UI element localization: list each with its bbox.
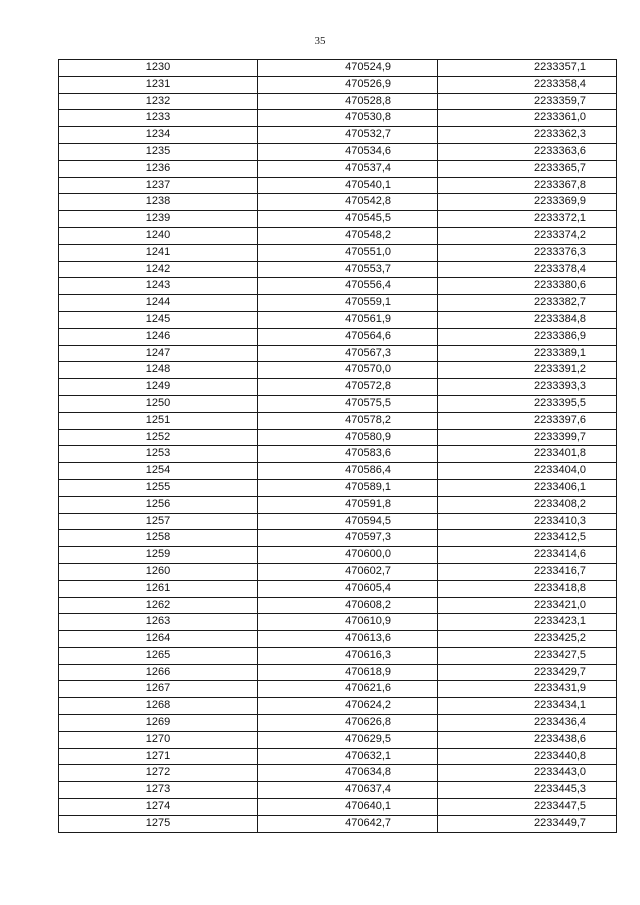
table-row [59, 227, 617, 244]
table-row [59, 379, 617, 396]
table-row [59, 614, 617, 631]
y-coordinate-cell: 2233363,6 [438, 143, 617, 160]
y-coordinate-cell: 2233408,2 [438, 496, 617, 513]
y-coordinate-cell: 2233358,4 [438, 76, 617, 93]
x-coordinate-cell: 470524,9 [258, 60, 438, 77]
point-number-cell: 1247 [59, 345, 258, 362]
point-number-cell: 1244 [59, 295, 258, 312]
point-number-cell: 1252 [59, 429, 258, 446]
point-number-cell: 1270 [59, 731, 258, 748]
y-coordinate-cell: 2233380,6 [438, 278, 617, 295]
x-coordinate-cell: 470532,7 [258, 127, 438, 144]
x-coordinate-cell: 470556,4 [258, 278, 438, 295]
table-row [59, 261, 617, 278]
x-coordinate-cell: 470540,1 [258, 177, 438, 194]
x-coordinate-cell: 470602,7 [258, 563, 438, 580]
point-number-cell: 1243 [59, 278, 258, 295]
x-coordinate-cell: 470537,4 [258, 160, 438, 177]
table-row [59, 127, 617, 144]
point-number-cell: 1265 [59, 647, 258, 664]
table-row [59, 244, 617, 261]
x-coordinate-cell: 470589,1 [258, 479, 438, 496]
x-coordinate-cell: 470528,8 [258, 93, 438, 110]
y-coordinate-cell: 2233414,6 [438, 547, 617, 564]
y-coordinate-cell: 2233421,0 [438, 597, 617, 614]
point-number-cell: 1239 [59, 211, 258, 228]
point-number-cell: 1231 [59, 76, 258, 93]
table-row [59, 731, 617, 748]
table-row [59, 547, 617, 564]
x-coordinate-cell: 470526,9 [258, 76, 438, 93]
y-coordinate-cell: 2233429,7 [438, 664, 617, 681]
x-coordinate-cell: 470545,5 [258, 211, 438, 228]
table-row [59, 479, 617, 496]
table-row [59, 496, 617, 513]
table-row [59, 563, 617, 580]
y-coordinate-cell: 2233440,8 [438, 748, 617, 765]
point-number-cell: 1263 [59, 614, 258, 631]
point-number-cell: 1269 [59, 715, 258, 732]
x-coordinate-cell: 470632,1 [258, 748, 438, 765]
x-coordinate-cell: 470572,8 [258, 379, 438, 396]
y-coordinate-cell: 2233445,3 [438, 782, 617, 799]
x-coordinate-cell: 470530,8 [258, 110, 438, 127]
y-coordinate-cell: 2233443,0 [438, 765, 617, 782]
y-coordinate-cell: 2233404,0 [438, 463, 617, 480]
table-row [59, 530, 617, 547]
y-coordinate-cell: 2233434,1 [438, 698, 617, 715]
x-coordinate-cell: 470642,7 [258, 815, 438, 832]
table-row [59, 446, 617, 463]
point-number-cell: 1266 [59, 664, 258, 681]
y-coordinate-cell: 2233418,8 [438, 580, 617, 597]
point-number-cell: 1257 [59, 513, 258, 530]
x-coordinate-cell: 470613,6 [258, 631, 438, 648]
point-number-cell: 1237 [59, 177, 258, 194]
table-row [59, 143, 617, 160]
y-coordinate-cell: 2233391,2 [438, 362, 617, 379]
point-number-cell: 1245 [59, 311, 258, 328]
y-coordinate-cell: 2233399,7 [438, 429, 617, 446]
page-number: 35 [314, 35, 326, 47]
x-coordinate-cell: 470605,4 [258, 580, 438, 597]
y-coordinate-cell: 2233372,1 [438, 211, 617, 228]
table-row [59, 211, 617, 228]
y-coordinate-cell: 2233395,5 [438, 395, 617, 412]
x-coordinate-cell: 470600,0 [258, 547, 438, 564]
x-coordinate-cell: 470567,3 [258, 345, 438, 362]
point-number-cell: 1264 [59, 631, 258, 648]
point-number-cell: 1251 [59, 412, 258, 429]
table-row [59, 698, 617, 715]
point-number-cell: 1232 [59, 93, 258, 110]
point-number-cell: 1250 [59, 395, 258, 412]
y-coordinate-cell: 2233361,0 [438, 110, 617, 127]
point-number-cell: 1260 [59, 563, 258, 580]
x-coordinate-cell: 470586,4 [258, 463, 438, 480]
point-number-cell: 1240 [59, 227, 258, 244]
table-row [59, 597, 617, 614]
x-coordinate-cell: 470634,8 [258, 765, 438, 782]
y-coordinate-cell: 2233447,5 [438, 799, 617, 816]
table-row [59, 76, 617, 93]
point-number-cell: 1272 [59, 765, 258, 782]
x-coordinate-cell: 470640,1 [258, 799, 438, 816]
point-number-cell: 1241 [59, 244, 258, 261]
y-coordinate-cell: 2233423,1 [438, 614, 617, 631]
y-coordinate-cell: 2233412,5 [438, 530, 617, 547]
x-coordinate-cell: 470591,8 [258, 496, 438, 513]
y-coordinate-cell: 2233410,3 [438, 513, 617, 530]
y-coordinate-cell: 2233406,1 [438, 479, 617, 496]
y-coordinate-cell: 2233386,9 [438, 328, 617, 345]
x-coordinate-cell: 470570,0 [258, 362, 438, 379]
x-coordinate-cell: 470583,6 [258, 446, 438, 463]
table-row [59, 631, 617, 648]
point-number-cell: 1253 [59, 446, 258, 463]
x-coordinate-cell: 470608,2 [258, 597, 438, 614]
y-coordinate-cell: 2233431,9 [438, 681, 617, 698]
point-number-cell: 1274 [59, 799, 258, 816]
point-number-cell: 1234 [59, 127, 258, 144]
table-row [59, 463, 617, 480]
x-coordinate-cell: 470616,3 [258, 647, 438, 664]
table-row [59, 513, 617, 530]
x-coordinate-cell: 470559,1 [258, 295, 438, 312]
y-coordinate-cell: 2233393,3 [438, 379, 617, 396]
point-number-cell: 1236 [59, 160, 258, 177]
table-row [59, 815, 617, 832]
table-row [59, 110, 617, 127]
x-coordinate-cell: 470629,5 [258, 731, 438, 748]
x-coordinate-cell: 470618,9 [258, 664, 438, 681]
table-row [59, 295, 617, 312]
point-number-cell: 1275 [59, 815, 258, 832]
table-row [59, 765, 617, 782]
y-coordinate-cell: 2233384,8 [438, 311, 617, 328]
table-row [59, 278, 617, 295]
table-row [59, 782, 617, 799]
table-row [59, 328, 617, 345]
x-coordinate-cell: 470594,5 [258, 513, 438, 530]
x-coordinate-cell: 470575,5 [258, 395, 438, 412]
point-number-cell: 1267 [59, 681, 258, 698]
table-row [59, 664, 617, 681]
table-row [59, 715, 617, 732]
table-row [59, 748, 617, 765]
y-coordinate-cell: 2233367,8 [438, 177, 617, 194]
coordinates-table-body [59, 60, 617, 833]
point-number-cell: 1254 [59, 463, 258, 480]
point-number-cell: 1238 [59, 194, 258, 211]
point-number-cell: 1259 [59, 547, 258, 564]
y-coordinate-cell: 2233449,7 [438, 815, 617, 832]
x-coordinate-cell: 470610,9 [258, 614, 438, 631]
point-number-cell: 1273 [59, 782, 258, 799]
x-coordinate-cell: 470578,2 [258, 412, 438, 429]
point-number-cell: 1235 [59, 143, 258, 160]
point-number-cell: 1249 [59, 379, 258, 396]
table-row [59, 681, 617, 698]
point-number-cell: 1256 [59, 496, 258, 513]
x-coordinate-cell: 470621,6 [258, 681, 438, 698]
x-coordinate-cell: 470624,2 [258, 698, 438, 715]
y-coordinate-cell: 2233436,4 [438, 715, 617, 732]
table-row [59, 580, 617, 597]
y-coordinate-cell: 2233389,1 [438, 345, 617, 362]
y-coordinate-cell: 2233382,7 [438, 295, 617, 312]
y-coordinate-cell: 2233438,6 [438, 731, 617, 748]
x-coordinate-cell: 470580,9 [258, 429, 438, 446]
x-coordinate-cell: 470553,7 [258, 261, 438, 278]
table-row [59, 647, 617, 664]
point-number-cell: 1255 [59, 479, 258, 496]
point-number-cell: 1261 [59, 580, 258, 597]
y-coordinate-cell: 2233359,7 [438, 93, 617, 110]
table-row [59, 429, 617, 446]
table-row [59, 160, 617, 177]
table-row [59, 345, 617, 362]
point-number-cell: 1258 [59, 530, 258, 547]
point-number-cell: 1230 [59, 60, 258, 77]
y-coordinate-cell: 2233378,4 [438, 261, 617, 278]
y-coordinate-cell: 2233397,6 [438, 412, 617, 429]
point-number-cell: 1262 [59, 597, 258, 614]
y-coordinate-cell: 2233362,3 [438, 127, 617, 144]
table-row [59, 311, 617, 328]
point-number-cell: 1271 [59, 748, 258, 765]
table-row [59, 799, 617, 816]
table-row [59, 194, 617, 211]
point-number-cell: 1242 [59, 261, 258, 278]
table-row [59, 60, 617, 77]
x-coordinate-cell: 470542,8 [258, 194, 438, 211]
y-coordinate-cell: 2233357,1 [438, 60, 617, 77]
y-coordinate-cell: 2233365,7 [438, 160, 617, 177]
table-row [59, 412, 617, 429]
table-row [59, 177, 617, 194]
y-coordinate-cell: 2233425,2 [438, 631, 617, 648]
x-coordinate-cell: 470551,0 [258, 244, 438, 261]
y-coordinate-cell: 2233369,9 [438, 194, 617, 211]
y-coordinate-cell: 2233416,7 [438, 563, 617, 580]
point-number-cell: 1233 [59, 110, 258, 127]
x-coordinate-cell: 470597,3 [258, 530, 438, 547]
x-coordinate-cell: 470564,6 [258, 328, 438, 345]
table-row [59, 93, 617, 110]
y-coordinate-cell: 2233401,8 [438, 446, 617, 463]
x-coordinate-cell: 470637,4 [258, 782, 438, 799]
point-number-cell: 1248 [59, 362, 258, 379]
y-coordinate-cell: 2233376,3 [438, 244, 617, 261]
point-number-cell: 1246 [59, 328, 258, 345]
point-number-cell: 1268 [59, 698, 258, 715]
table-row [59, 362, 617, 379]
y-coordinate-cell: 2233374,2 [438, 227, 617, 244]
x-coordinate-cell: 470626,8 [258, 715, 438, 732]
table-row [59, 395, 617, 412]
coordinates-table [58, 59, 617, 833]
x-coordinate-cell: 470561,9 [258, 311, 438, 328]
x-coordinate-cell: 470534,6 [258, 143, 438, 160]
y-coordinate-cell: 2233427,5 [438, 647, 617, 664]
x-coordinate-cell: 470548,2 [258, 227, 438, 244]
